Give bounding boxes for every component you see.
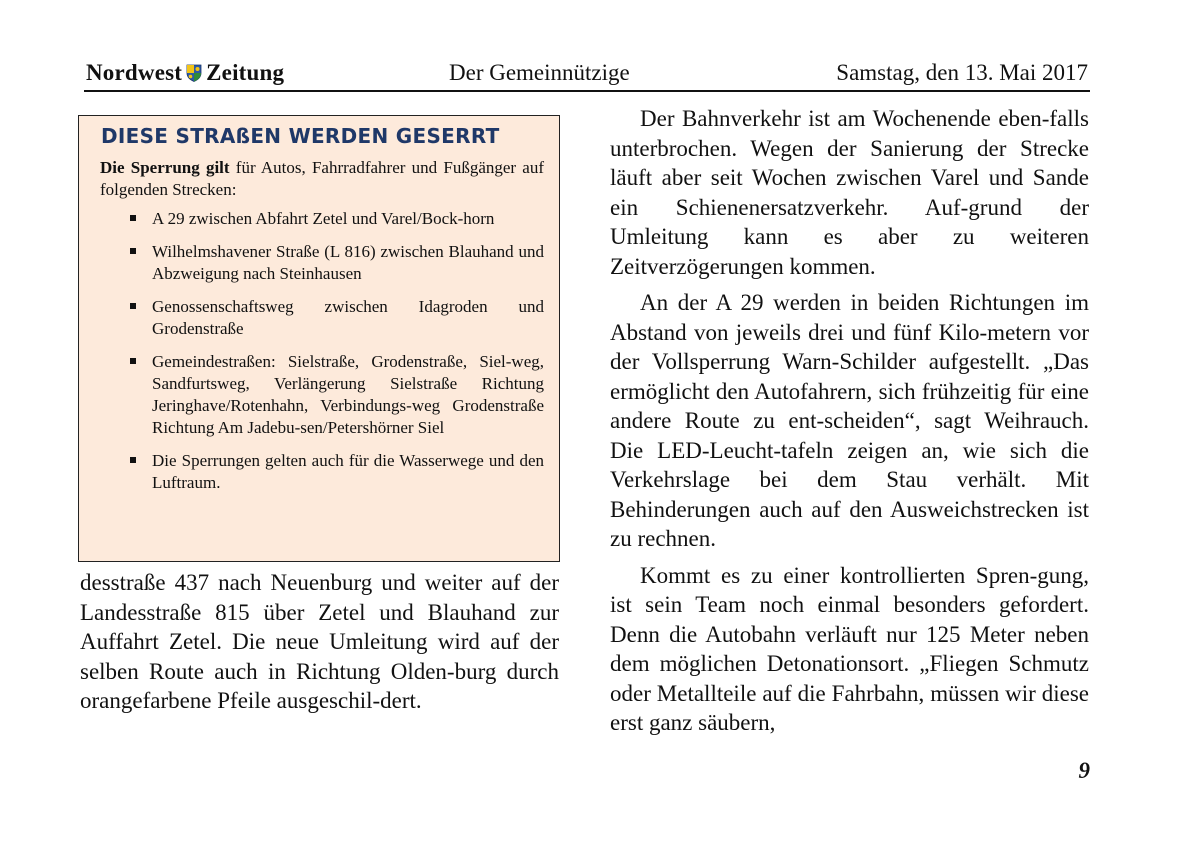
left-column-text: desstraße 437 nach Neuenburg und weiter auf der Landesstraße 815 über Zetel und Blauhand zur Auffahrt Zetel. Die neue Umleitung wird auf der selben Route auch in Richtung Olden-burg durch orangefarbene Pfeile ausgeschil-dert. — [80, 570, 559, 713]
article-paragraph: An der A 29 werden in beiden Richtungen im Abstand von jeweils drei und fünf Kilo-metern vor der Vollsperrung Warn-Schilder aufgestellt. „Das ermöglicht den Autofahrern, sich frühzeitig für eine andere Route zu ent-scheiden“, sagt Weihrauch. Die LED-Leucht-tafeln zeigen an, wie sich die Verkehrslage bei dem Stau verhält. Mit Behinderungen auch auf den Ausweichstrecken ist zu rechnen. — [610, 290, 1089, 551]
box-intro-rest: für Autos, Fahrradfahrer und Fußgänger auf folgenden Strecken: — [100, 158, 545, 199]
box-intro — [100, 157, 544, 201]
right-column — [610, 104, 1089, 745]
list-item: Wilhelmshavener Straße (L 816) zwischen Blauhand und Abzweigung nach Steinhausen — [100, 241, 544, 285]
masthead-left: Nordwest — [86, 60, 183, 85]
closure-info-box — [78, 115, 560, 562]
page-number: 9 — [1078, 758, 1090, 783]
article-paragraph: Der Bahnverkehr ist am Wochenende eben-falls unterbrochen. Wegen der Sanierung der Strecke läuft aber seit Wochen zwischen Varel und Sande ein Schienenersatzverkehr. Auf-grund der Umleitung kann es aber zu weiteren Zeitverzögerungen kommen. — [610, 106, 1089, 279]
masthead-right: Zeitung — [206, 60, 285, 85]
box-title: DIESE STRAßEN WERDEN GESERRT — [101, 124, 500, 148]
closure-list — [100, 208, 544, 494]
list-item: Genossenschaftsweg zwischen Idagroden und Grodenstraße — [100, 296, 544, 340]
section-title: Der Gemeinnützige — [449, 60, 630, 85]
coat-of-arms-icon — [186, 64, 202, 82]
box-intro-bold: Die Sperrung gilt — [100, 158, 230, 177]
page-header — [84, 58, 1090, 92]
list-item: Die Sperrungen gelten auch für die Wasserwege und den Luftraum. — [100, 450, 544, 494]
issue-date: Samstag, den 13. Mai 2017 — [836, 60, 1088, 85]
masthead — [86, 60, 284, 86]
list-item: A 29 zwischen Abfahrt Zetel und Varel/Bock-horn — [100, 208, 544, 230]
article-paragraph: Kommt es zu einer kontrollierten Spren-gung, ist sein Team noch einmal besonders gefordert. Denn die Autobahn verläuft nur 125 Meter neben dem möglichen Detonationsort. „Fliegen Schmutz oder Metallteile auf die Fahrbahn, müssen wir diese erst ganz säubern, — [610, 562, 1089, 735]
list-item: Gemeindestraßen: Sielstraße, Grodenstraße, Siel-weg, Sandfurtsweg, Verlängerung Sielstraße Richtung Jeringhave/Rotenhahn, Verbindungs-weg Grodenstraße Richtung Am Jadebu-sen/Petershörner Siel — [100, 351, 544, 439]
